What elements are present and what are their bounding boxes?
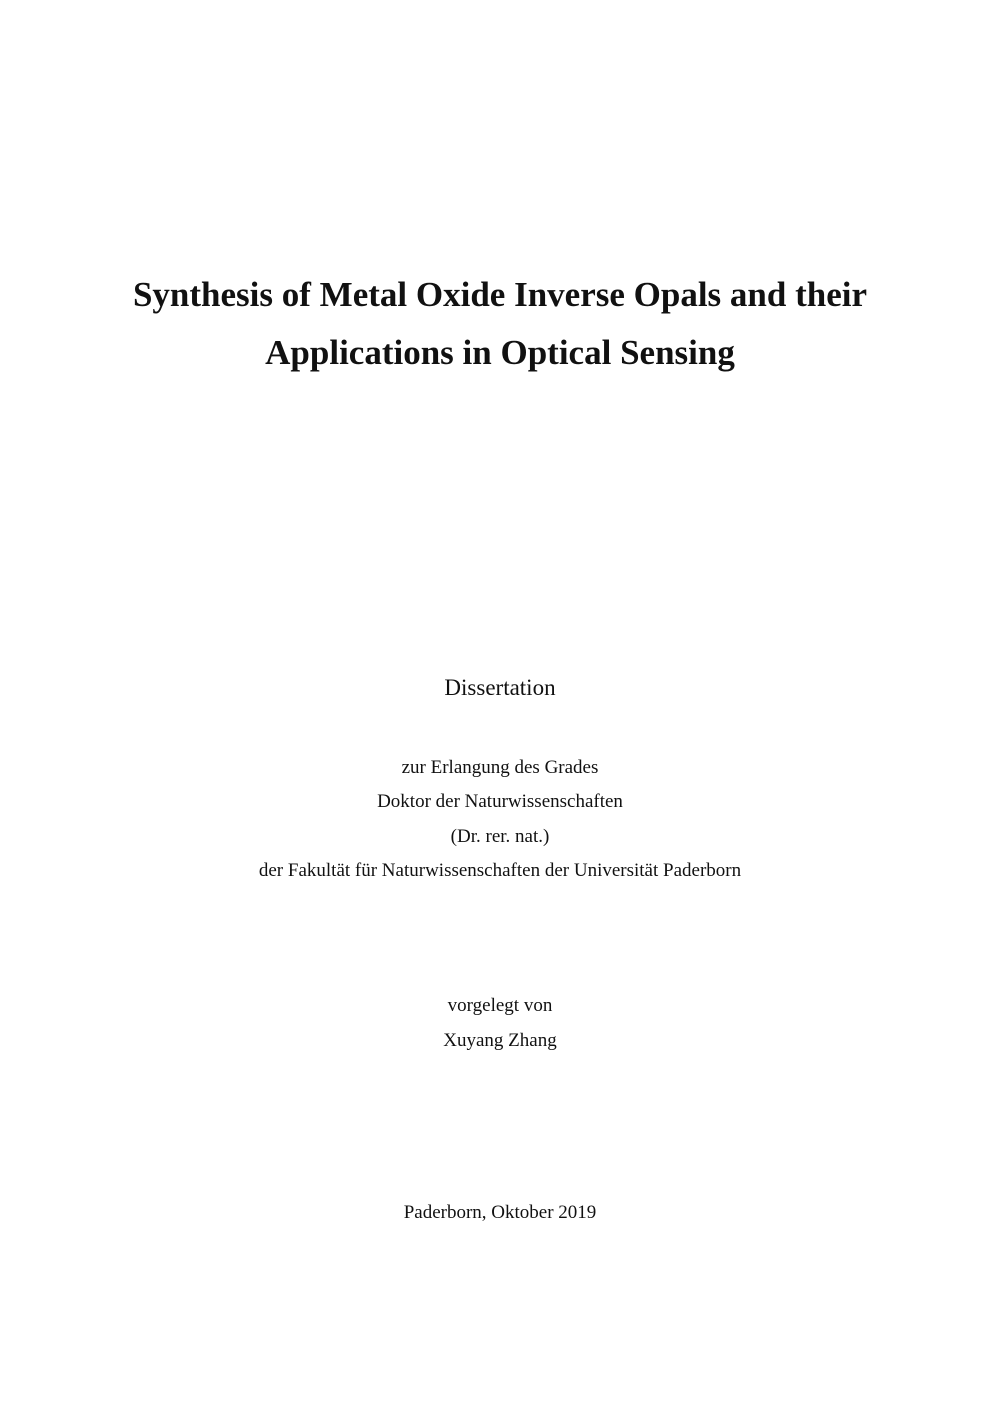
degree-line-2: Doktor der Naturwissenschaften (377, 791, 623, 812)
place-date: Paderborn, Oktober 2019 (403, 1202, 597, 1223)
degree-line-3: (Dr. rer. nat.) (450, 826, 550, 847)
submitted-by-label: vorgelegt von (447, 995, 553, 1016)
degree-line-4: der Fakultät für Naturwissenschaften der Universität Paderborn (258, 860, 742, 881)
document-type: Dissertation (444, 675, 556, 700)
title-line-2: Applications in Optical Sensing (265, 333, 735, 372)
title-line-1: Synthesis of Metal Oxide Inverse Opals and their (132, 275, 868, 314)
author-name: Xuyang Zhang (443, 1030, 557, 1051)
degree-line-1: zur Erlangung des Grades (401, 757, 599, 778)
